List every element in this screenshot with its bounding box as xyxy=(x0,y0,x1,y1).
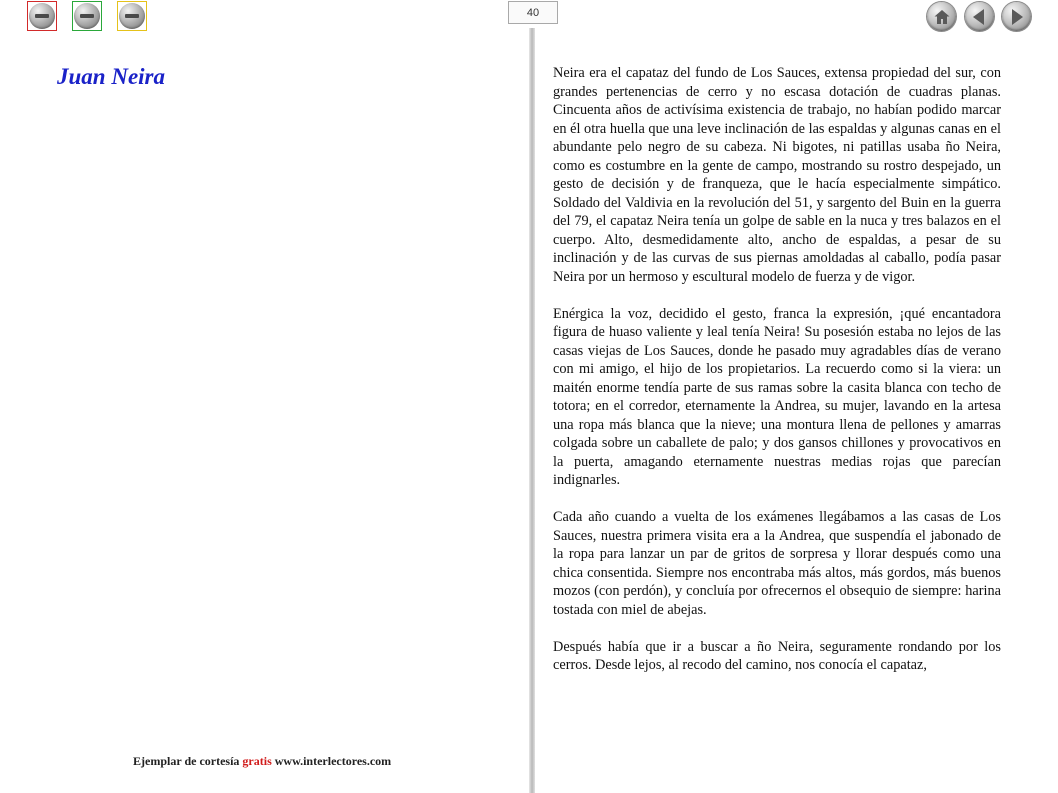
minus-icon xyxy=(119,3,145,29)
minimize-button-green[interactable] xyxy=(72,1,102,31)
paragraph: Neira era el capataz del fundo de Los Sauces, extensa propiedad del sur, con grandes pertenencias de cerro y no escasa dotación de cuadras planas. Cincuenta años de activísima existencia de trabajo, no habían podido marcar en él otra huella que una leve inclinación de las espaldas y algunas canas en el abundante pelo negro de su cabeza. Ni bigotes, ni patillas usaba ño Neira, como es costumbre en la gente de campo, mostrando su rostro despejado, un gesto de decisión y de franqueza, que le hacía especialmente simpático. Soldado del Valdivia en la revolución del 51, y sargento del Buin en la guerra del 79, el capataz Neira tenía un golpe de sable en la nuca y tres balazos en el cuerpo. Alto, desmedidamente alto, ancho de espaldas, a pesar de su inclinación y de las curvas de sus piernas amoldadas al caballo, podía pasar Neira por un hermoso y escultural modelo de fuerza y de vigor. xyxy=(553,65,1001,285)
footer-highlight: gratis xyxy=(242,754,272,768)
chapter-title: Juan Neira xyxy=(57,64,165,89)
previous-page-button[interactable] xyxy=(965,2,994,31)
footer-url[interactable]: www.interlectores.com xyxy=(274,754,392,768)
footer xyxy=(133,754,391,769)
book-spine xyxy=(529,28,535,793)
minus-icon xyxy=(29,3,55,29)
home-button[interactable] xyxy=(927,2,956,31)
paragraph: Cada año cuando a vuelta de los exámenes llegábamos a las casas de Los Sauces, nuestra primera visita era a la Andrea, que suspendía el jabonado de la ropa para lanzar un par de gritos de sorpresa y llorar después como una chica consentida. Siempre nos encontraba más altos, más gordos, más buenos mozos (con perdón), y concluía por ofrecernos el obsequio de siempre: harina tostada con miel de abejas. xyxy=(553,509,1001,618)
footer-prefix: Ejemplar de cortesía xyxy=(133,754,240,768)
minimize-button-yellow[interactable] xyxy=(117,1,147,31)
page-number: 40 xyxy=(508,1,558,24)
arrow-left-icon xyxy=(973,9,984,25)
next-page-button[interactable] xyxy=(1002,2,1031,31)
minimize-button-red[interactable] xyxy=(27,1,57,31)
page-text xyxy=(553,64,1001,693)
arrow-right-icon xyxy=(1012,9,1023,25)
paragraph: Enérgica la voz, decidido el gesto, franca la expresión, ¡qué encantadora figura de huaso valiente y leal tenía Neira! Su posesión estaba no lejos de las casas viejas de Los Sauces, donde he pasado muy agradables días de verano con mi amigo, el hijo de los propietarios. La recuerdo como si la viera: un maitén enorme tendía parte de sus ramas sobre la casita blanca con techo de totora; en el corredor, eternamente la Andrea, su mujer, lavando en la artesa una ropa más blanca que la nieve; una montura llena de pellones y amarras colgada sobre un caballete de palo; y dos gansos chillones y provocativos en la puerta, amagando eternamente nuestras medias rojas que parecían indignarles. xyxy=(553,305,1001,488)
paragraph: Después había que ir a buscar a ño Neira, seguramente rondando por los cerros. Desde lejos, al recodo del camino, nos conocía el capataz, xyxy=(553,638,1001,673)
minus-icon xyxy=(74,3,100,29)
home-icon xyxy=(933,8,951,26)
